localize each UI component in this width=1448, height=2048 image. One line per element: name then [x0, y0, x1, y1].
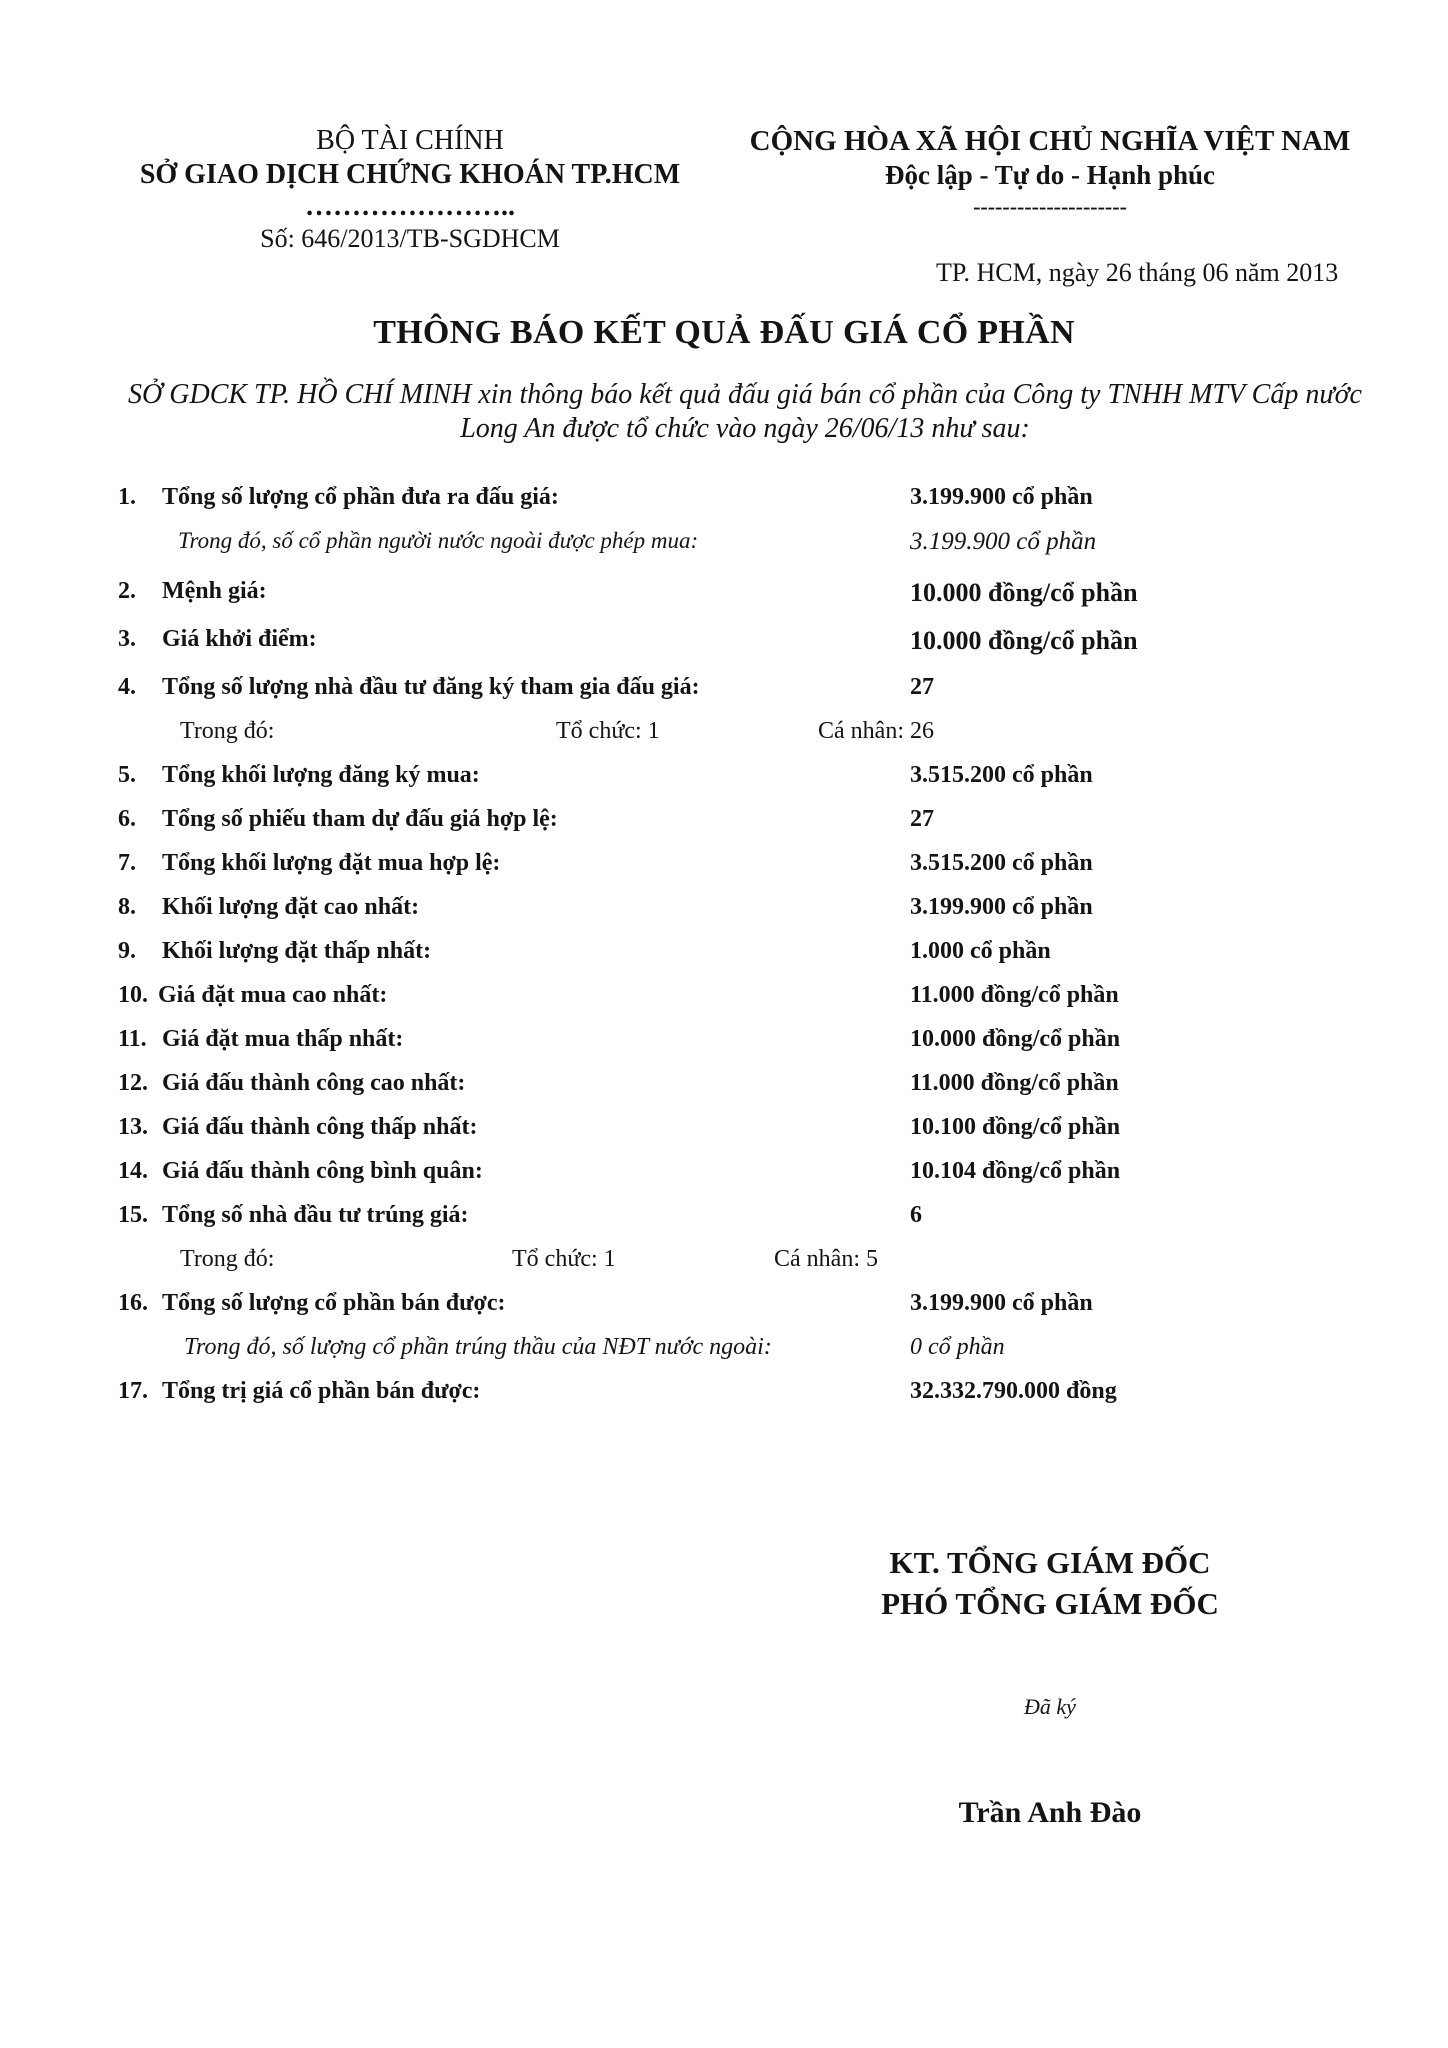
result-item — [0, 1026, 1448, 1070]
item-number: 7. — [118, 850, 136, 876]
item-number: 10. — [118, 982, 148, 1008]
item-number: 13. — [118, 1114, 148, 1140]
item-label: Tổng số phiếu tham dự đấu giá hợp lệ: — [162, 806, 558, 832]
item-value: 27 — [910, 806, 934, 832]
item-number: 8. — [118, 894, 136, 920]
item-value: 10.104 đồng/cổ phần — [910, 1158, 1121, 1184]
issuer-block — [110, 124, 710, 256]
result-item — [0, 806, 1448, 850]
item-label: Giá khởi điểm: — [162, 626, 317, 652]
signature-title-1: KT. TỔNG GIÁM ĐỐC — [889, 1545, 1211, 1580]
item-label: Khối lượng đặt thấp nhất: — [162, 938, 432, 964]
item-label: Giá đấu thành công thấp nhất: — [162, 1114, 478, 1140]
item-value: 3.199.900 cổ phần — [910, 1290, 1093, 1316]
result-item — [0, 894, 1448, 938]
item-label: Tổng số lượng nhà đầu tư đăng ký tham gia đấu giá: — [162, 674, 700, 700]
result-item — [0, 762, 1448, 806]
breakdown-organizations: Tổ chức: 1 — [556, 718, 660, 744]
item-number: 6. — [118, 806, 136, 832]
item-value: 27 — [910, 674, 934, 700]
ministry-name: BỘ TÀI CHÍNH — [316, 125, 504, 156]
item-number: 16. — [118, 1290, 148, 1316]
item-label: Giá đặt mua thấp nhất: — [162, 1026, 404, 1052]
result-item — [0, 1114, 1448, 1158]
result-item — [0, 674, 1448, 718]
result-item — [0, 626, 1448, 670]
item-value: 10.000 đồng/cổ phần — [910, 578, 1138, 607]
signature-title-2: PHÓ TỔNG GIÁM ĐỐC — [881, 1586, 1219, 1621]
breakdown-individuals: Cá nhân: 5 — [774, 1246, 878, 1272]
item-label: Giá đặt mua cao nhất: — [158, 982, 388, 1008]
header-dots: ………………….. — [305, 191, 515, 222]
item-label: Tổng số nhà đầu tư trúng giá: — [162, 1202, 469, 1228]
result-item — [0, 938, 1448, 982]
national-motto: Độc lập - Tự do - Hạnh phúc — [884, 160, 1216, 190]
breakdown-label: Trong đó: — [180, 1246, 275, 1272]
breakdown-label: Trong đó: — [180, 718, 275, 744]
item-number: 12. — [118, 1070, 148, 1096]
intro-paragraph: SỞ GDCK TP. HỒ CHÍ MINH xin thông báo kết quả đấu giá bán cổ phần của Công ty TNHH MTV Cấp nước Long An được tổ chức vào ngày 26/06/13 như sau: — [128, 379, 1362, 444]
result-item — [0, 1378, 1448, 1422]
item-number: 9. — [118, 938, 136, 964]
item-value: 6 — [910, 1202, 922, 1228]
national-heading — [720, 124, 1380, 222]
item-number: 3. — [118, 626, 136, 652]
signed-note: Đã ký — [1024, 1694, 1076, 1719]
result-item — [0, 1070, 1448, 1114]
item-value: 3.515.200 cổ phần — [910, 850, 1093, 876]
item-value: 32.332.790.000 đồng — [910, 1378, 1117, 1404]
item-number: 17. — [118, 1378, 148, 1404]
header-dashes: --------------------- — [973, 194, 1127, 219]
exchange-name: SỞ GIAO DỊCH CHỨNG KHOÁN TP.HCM — [139, 159, 681, 190]
item-value: 3.515.200 cổ phần — [910, 762, 1093, 788]
item-value: 10.000 đồng/cổ phần — [910, 626, 1138, 655]
result-item — [0, 1202, 1448, 1246]
item-value: 3.199.900 cổ phần — [910, 894, 1093, 920]
item-number: 14. — [118, 1158, 148, 1184]
item-number: 15. — [118, 1202, 148, 1228]
item-number: 2. — [118, 578, 136, 604]
breakdown-organizations: Tổ chức: 1 — [512, 1246, 616, 1272]
item-label: Tổng số lượng cổ phần đưa ra đấu giá: — [162, 484, 559, 510]
item-label: Giá đấu thành công bình quân: — [162, 1158, 483, 1184]
item-label: Khối lượng đặt cao nhất: — [162, 894, 420, 920]
document-date: TP. HCM, ngày 26 tháng 06 năm 2013 — [936, 258, 1339, 287]
item-number: 11. — [118, 1026, 147, 1052]
item-label: Tổng khối lượng đặt mua hợp lệ: — [162, 850, 501, 876]
document-number: Số: 646/2013/TB-SGDHCM — [260, 224, 560, 253]
result-item — [0, 1290, 1448, 1334]
item-value: 11.000 đồng/cổ phần — [910, 1070, 1119, 1096]
subitem-value: 0 cổ phần — [910, 1334, 1005, 1360]
item-value: 10.100 đồng/cổ phần — [910, 1114, 1121, 1140]
result-item — [0, 850, 1448, 894]
republic-name: CỘNG HÒA XÃ HỘI CHỦ NGHĨA VIỆT NAM — [749, 125, 1351, 157]
item-value: 11.000 đồng/cổ phần — [910, 982, 1119, 1008]
item-value: 3.199.900 cổ phần — [910, 484, 1093, 510]
document-title: THÔNG BÁO KẾT QUẢ ĐẤU GIÁ CỔ PHẦN — [373, 314, 1075, 351]
result-item — [0, 1158, 1448, 1202]
item-label: Mệnh giá: — [162, 578, 267, 604]
item-number: 4. — [118, 674, 136, 700]
item-number: 5. — [118, 762, 136, 788]
subitem-label: Trong đó, số lượng cổ phần trúng thầu của NĐT nước ngoài: — [184, 1334, 772, 1360]
item-value: 10.000 đồng/cổ phần — [910, 1026, 1121, 1052]
signer-name: Trần Anh Đào — [958, 1796, 1142, 1829]
subitem-label: Trong đó, số cổ phần người nước ngoài được phép mua: — [178, 528, 699, 553]
item-number: 1. — [118, 484, 136, 510]
result-item — [0, 484, 1448, 528]
item-value: 1.000 cổ phần — [910, 938, 1051, 964]
result-item — [0, 982, 1448, 1026]
subitem-value: 3.199.900 cổ phần — [910, 528, 1097, 555]
item-label: Tổng trị giá cổ phần bán được: — [162, 1378, 481, 1404]
item-label: Giá đấu thành công cao nhất: — [162, 1070, 466, 1096]
item-label: Tổng số lượng cổ phần bán được: — [162, 1290, 506, 1316]
breakdown-individuals: Cá nhân: 26 — [818, 718, 934, 744]
item-label: Tổng khối lượng đăng ký mua: — [162, 762, 480, 788]
result-item — [0, 578, 1448, 622]
